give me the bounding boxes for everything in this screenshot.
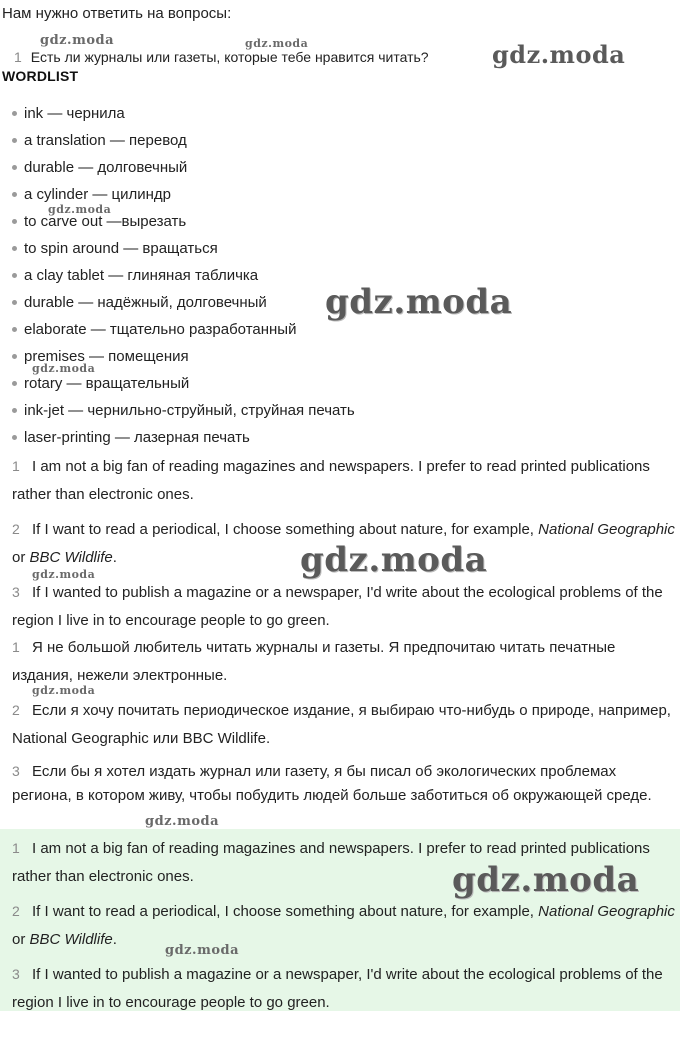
answer-en-3: 3 If I wanted to publish a magazine or a newspaper, I'd write about the ecological problems of the region I live in to encourage people to go green. <box>12 578 676 635</box>
wordlist-item: to spin around — вращаться <box>12 240 218 257</box>
bullet-icon <box>12 138 17 143</box>
answer-number: 1 <box>12 840 20 856</box>
answer-number: 1 <box>12 639 20 655</box>
watermark: gdz.moda <box>32 684 96 697</box>
wordlist-item: durable — надёжный, долговечный <box>12 294 267 311</box>
wordlist-item: durable — долговечный <box>12 159 187 176</box>
answer-number: 2 <box>12 521 20 537</box>
answer-number: 3 <box>12 763 20 779</box>
watermark: gdz.moda <box>145 814 220 829</box>
answer-number: 1 <box>12 458 20 474</box>
wordlist-item: a translation — перевод <box>12 132 187 149</box>
answer-ru-1: 1 Я не большой любитель читать журналы и газеты. Я предпочитаю читать печатные издания, нежели электронные. <box>12 633 676 690</box>
bullet-icon <box>12 408 17 413</box>
wordlist-item: a cylinder — цилиндр <box>12 186 171 203</box>
watermark: gdz.moda <box>300 540 488 580</box>
answer-en-3-highlighted: 3 If I wanted to publish a magazine or a newspaper, I'd write about the ecological problems of the region I live in to encourage people to go green. <box>12 960 676 1017</box>
bullet-icon <box>12 111 17 116</box>
watermark: gdz.moda <box>452 860 640 900</box>
bullet-icon <box>12 381 17 386</box>
bullet-icon <box>12 165 17 170</box>
answer-en-2-highlighted: 2 If I want to read a periodical, I choose something about nature, for example, National Geographic or BBC Wildlife. <box>12 897 676 954</box>
answer-number: 3 <box>12 966 20 982</box>
wordlist-item: premises — помещения <box>12 348 189 365</box>
wordlist-item: ink — чернила <box>12 105 125 122</box>
bullet-icon <box>12 327 17 332</box>
wordlist-item: a clay tablet — глиняная табличка <box>12 267 258 284</box>
watermark: gdz.moda <box>40 33 115 48</box>
watermark: gdz.moda <box>32 362 96 375</box>
intro-text: Нам нужно ответить на вопросы: <box>2 5 232 22</box>
bullet-icon <box>12 246 17 251</box>
watermark: gdz.moda <box>32 568 96 581</box>
wordlist-item: laser-printing — лазерная печать <box>12 429 250 446</box>
wordlist-item: rotary — вращательный <box>12 375 189 392</box>
watermark: gdz.moda <box>48 203 112 216</box>
wordlist-item: ink-jet — чернильно-струйный, струйная печать <box>12 402 355 419</box>
bullet-icon <box>12 435 17 440</box>
wordlist-item: elaborate — тщательно разработанный <box>12 321 296 338</box>
answer-en-1: 1 I am not a big fan of reading magazines and newspapers. I prefer to read printed publications rather than electronic ones. <box>12 452 676 509</box>
bullet-icon <box>12 273 17 278</box>
answer-ru-2: 2 Если я хочу почитать периодическое издание, я выбираю что-нибудь о природе, например, National Geographic или BBC Wildlife. <box>12 696 676 753</box>
bullet-icon <box>12 192 17 197</box>
watermark: gdz.moda <box>492 40 626 69</box>
wordlist-title: WORDLIST <box>2 68 79 84</box>
question-1 <box>14 49 429 65</box>
bullet-icon <box>12 354 17 359</box>
answer-number: 2 <box>12 702 20 718</box>
bullet-icon <box>12 300 17 305</box>
bullet-icon <box>12 219 17 224</box>
answer-number: 3 <box>12 584 20 600</box>
answer-en-2: 2 If I want to read a periodical, I choose something about nature, for example, National Geographic or BBC Wildlife. <box>12 515 676 572</box>
watermark: gdz.moda <box>165 943 240 958</box>
watermark: gdz.moda <box>245 37 309 50</box>
answer-number: 2 <box>12 903 20 919</box>
wordlist-item: to carve out —вырезать <box>12 213 186 230</box>
question-text: Есть ли журналы или газеты, которые тебе нравится читать? <box>30 49 429 65</box>
question-number: 1 <box>14 49 22 65</box>
answer-ru-3: 3 Если бы я хотел издать журнал или газету, я бы писал об экологических проблемах региона, в котором живу, чтобы побудить людей больше заботиться об окружающей среде. <box>12 759 676 808</box>
watermark: gdz.moda <box>325 282 513 322</box>
answer-en-1-highlighted: 1 I am not a big fan of reading magazines and newspapers. I prefer to read printed publications rather than electronic ones. <box>12 834 676 891</box>
